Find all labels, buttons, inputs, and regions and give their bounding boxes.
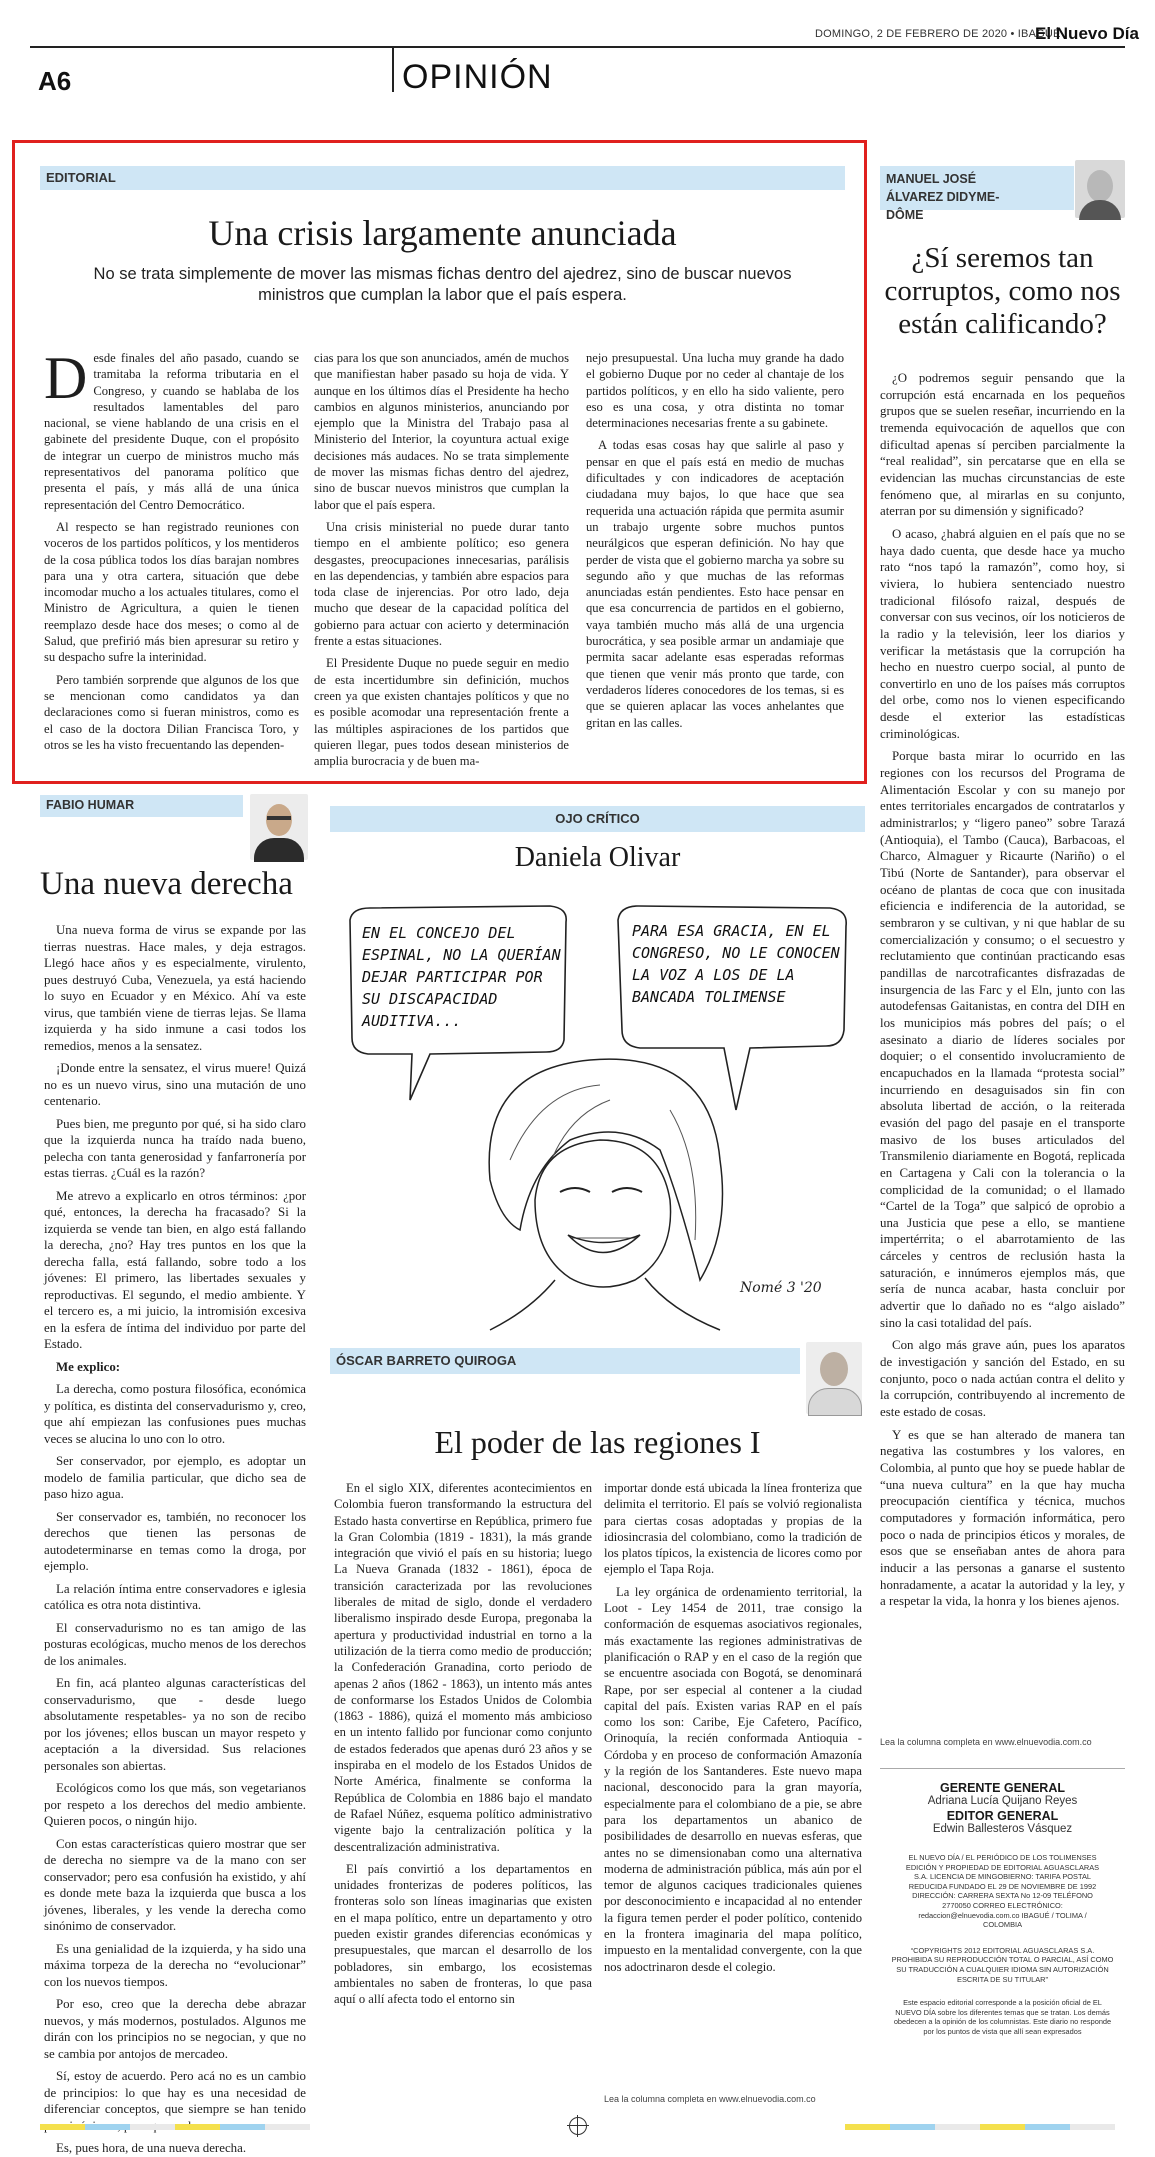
left-author-name: FABIO HUMAR: [46, 798, 135, 812]
registration-mark-h: [567, 2125, 589, 2126]
author-photo: [806, 1342, 862, 1414]
bubble-left-text: EN EL CONCEJO DEL ESPINAL, NO LA QUERÍAN DEJAR PARTICIPAR POR SU DISCAPACIDAD AUDITIVA...: [362, 924, 561, 1030]
editorial-paragraph: Una crisis ministerial no puede durar tanto tiempo en el ambiente político; eso genera desgastes, preocupaciones innecesarias, parálisis en las dependencias, y también abre espacios para toda clase de injerencias. Por otro lado, deja mucho que desear de la capacidad política del gobierno para actuar con acierto y determinación frente a estas situaciones.: [314, 519, 569, 649]
right-column-body: [880, 370, 1125, 1730]
editorial-title: Una crisis largamente anunciada: [208, 213, 677, 253]
caricature: [340, 900, 860, 1340]
editorial-label-bar: [40, 166, 845, 190]
editorial-column-1: [44, 345, 299, 770]
credits-legal-2: “COPYRIGHTS 2012 EDITORIAL AGUASCLARAS S.A. PROHIBIDA SU REPRODUCCIÓN TOTAL O PARCIAL, ASÍ COMO SU TRADUCCIÓN A CUALQUIER IDIOMA SIN AUTORIZACIÓN ESCRITA DE SU TITULAR”: [891, 1945, 1114, 1984]
bottom-author-name: ÓSCAR BARRETO QUIROGA: [336, 1353, 517, 1368]
bottom-author-bar: [330, 1348, 800, 1374]
author-shoulders: [1079, 200, 1121, 220]
left-column-title: Una nueva derecha: [40, 866, 293, 902]
right-paragraph: Y es que se han alterado de manera tan negativa las costumbres y los valores, en Colombia, al punto que hoy se puede hablar de “una nueva cultura” en la que hay mucha preocupación científica y técnica, muchos computadores y formación informática, pero poco o nada de principios éticos y morales, de esos que se enseñaban antes de ahora para inducir a las personas a ganarse el sustento honradamente, a acatar la autoridad y la ley, y a respetar la vida, la honra y los bienes ajenos.: [880, 1427, 1125, 1609]
credits-name-2: Edwin Ballesteros Vásquez: [932, 1823, 1073, 1835]
ojo-critico-bar: [330, 806, 865, 832]
bottom-paragraph: El país convirtió a los departamentos en unidades fronterizas de poderes políticos, las fronteras solo son líneas imaginarias que existen en el mapa político, entre un departamento y otro pueden existir grandes diferencias económicas y presupuestales, que marcan el desarrollo de los pobladores, sin embargo, los ecosistemas ambientales no saben de fronteras, lo que pasa aquí o allí afecta todo el entorno sin: [334, 1861, 592, 2007]
credits-legal-1: EL NUEVO DÍA / EL PERIÓDICO DE LOS TOLIMENSES EDICIÓN Y PROPIEDAD DE EDITORIAL AGUASCLARAS S.A. LICENCIA DE MINGOBIERNO: TARIFA POSTAL REDUCIDA FUNDADO EL 29 DE NOVIEMBRE DE 1992 DIRECCIÓN: CARRERA SEXTA No 12-09 TELÉFONO 2770050 CORREO ELECTRÓNICO: redaccion@elnuevodia.com.co IBAGUÉ / TOLIMA / COLOMBIA: [905, 1853, 1100, 1930]
left-paragraph: El conservadurismo no es tan amigo de las posturas ecológicas, mucho menos de los derechos de los animales.: [44, 1620, 306, 1668]
left-column-body: [44, 922, 306, 2155]
right-paragraph: ¿O podremos seguir pensando que la corrupción está encarnada en los pequeños grupos que se suelen reseñar, incurriendo en la tremenda equivocación de aquellos que con dificultad apenas sí perciben parcialmente la “real realidad”, sin percatarse que en ella se evidencian las muchas circunstancias de este fenómeno que, al mirarlas en su conjunto, aterran por su dimensión y significado?: [880, 371, 1125, 519]
author-photo: [1075, 160, 1125, 218]
cartoonist-name: Daniela Olivar: [514, 842, 681, 873]
editorial-paragraph: Al respecto se han registrado reuniones con voceros de los partidos políticos, y los mentideros de la cosa pública todos los días barajan nombres para una y otra cartera, situación que debe incomodar mucho a los actuales titulares, como el Ministro de Agricultura, a quien le tienen reemplazo desde hace dos meses; o como al de Salud, que prefirió más bien apresurar su retiro y su despacho sufre la interinidad.: [44, 519, 299, 665]
bottom-paragraph: La ley orgánica de ordenamiento territorial, la Loot - Ley 1454 de 2011, trae consigo la conformación de esquemas asociativos regionales, más exactamente las regiones administrativas de planificación o RAP y en el caso de la región que se encuentre asociada con Bogotá, se denominará Rape, por ser especial al contener a la ciudad capital del país. Existen varias RAP en el país como los son: Caribe, Eje Cafetero, Pacífico, Orinoquía, la recién conformada Antioquia - Córdoba y en proceso de conformación Amazonía y la región de los Santanderes. Este nuevo mapa nacional, desconocido para la gran mayoría, especialmente para el colombiano de a pie, se abre para los departamentos un abanico de posibilidades de desarrollo en nuevas esferas, que antes no se dimensionaban como una alternativa moderna de administración pública, más aún por el temor de algunos caciques tradicionales quienes por desconocimiento e incapacidad al no entender la figura temen perder el poder político, contenido en la frontera imaginaria del mapa político, impuesto en la mentalidad convergente, con la que nos adoctrinaron desde el colegio.: [604, 1584, 862, 1974]
author-shoulders: [254, 838, 304, 862]
left-paragraph: Pues bien, me pregunto por qué, si ha sido claro que la izquierda nunca ha traído nada bueno, pelecha con tanta generosidad y fanfarronería por estas tierras. ¿Cuál es la razón?: [44, 1116, 306, 1180]
editorial-paragraph: cias para los que son anunciados, amén de muchos que manifiestan haber pasado su hoja de vida. Y aunque en los últimos días el Presidente ha hecho cambios en algunos ministerios, anunciando por ejemplo que la Ministra del Trabajo pasa al Ministerio del Interior, la coyuntura actual exige decisiones más audaces. No se trata simplemente de mover las mismas fichas dentro del ajedrez, sino de buscar nuevos ministros que cumplan la labor que el país espera.: [314, 351, 569, 512]
top-rule: [30, 46, 1125, 48]
right-column-title: ¿Sí seremos tan corruptos, como nos están calificando?: [884, 242, 1121, 340]
right-paragraph: Con algo más grave aún, pues los aparatos de investigación y sanción del Estado, en su conjunto, poco o nada actúan contra el delito y la corrupción, contribuyendo al incremento de este estado de cosas.: [880, 1338, 1125, 1420]
editorial-paragraph: nejo presupuestal. Una lucha muy grande ha dado el gobierno Duque por no ceder al chantaje de los partidos políticos, y en ello ha sido valiente, pero eso es una cosa, y otra distinta no tomar determinaciones necesarias frente a su gabinete.: [586, 351, 844, 431]
author-face: [820, 1352, 848, 1386]
credits-name-1: Adriana Lucía Quijano Reyes: [927, 1795, 1078, 1807]
editorial-paragraph: El Presidente Duque no puede seguir en medio de esta incertidumbre sin definición, muchos creen ya que existen chantajes políticos y que no es posible acomodar una representación frente a las múltiples aspiraciones de los partidos que quieren llegar, pues todos desean ministerios de amplia burocracia y de buen ma-: [314, 656, 569, 769]
left-paragraph: Ser conservador, por ejemplo, es adoptar un modelo de familia particular, que dicho sea de paso hizo agua.: [44, 1454, 306, 1501]
left-paragraph: En fin, acá planteo algunas características del conservadurismo, que - desde luego absolutamente respetables- ya no son de recibo por los jóvenes; ellos buscan un mayor respeto y aceptación a la diversidad. Sus relaciones personales son abiertas.: [44, 1676, 306, 1773]
author-face: [266, 804, 292, 836]
editorial-column-3: [586, 350, 844, 770]
cartoonist-signature: Nomé 3 '20: [740, 1280, 822, 1296]
bottom-column-1: [334, 1480, 592, 2100]
right-footer-note: Lea la columna completa en www.elnuevodia.com.co: [880, 1737, 1092, 1747]
editorial-dropcap: D: [44, 345, 88, 411]
color-strip-left: [40, 2124, 310, 2130]
newspaper-logo: El Nuevo Día: [1035, 24, 1139, 43]
left-paragraph: Me atrevo a explicarlo en otros términos: ¿por qué, entonces, la derecha ha fracasado? Si la izquierda se vende tan bien, en algo está fallando la derecha, ¿no? Hay tres puntos en los que la derecha falla, está fallando, sobre todo a los jóvenes: El primero, las libertades sexuales y reproductivas. El segundo, el medio ambiente. Y el tercero es, a mi juicio, la intromisión excesiva en la esfera de íntima del individuo por parte del Estado.: [44, 1188, 306, 1351]
credits-role-2: EDITOR GENERAL: [946, 1809, 1059, 1823]
registration-mark-v: [577, 2115, 578, 2137]
left-paragraph: Es una genialidad de la izquierda, y ha sido una máxima torpeza de la derecha no “evolucionar” con los nuevos tiempos.: [44, 1941, 306, 1989]
left-paragraph: Con estas características quiero mostrar que ser de derecha no siempre va de la mano con ser conservador; pero esa confusión ha existido, y ahí es donde mete baza la izquierda que busca a los jóvenes, liberales, y les vende la derecha como sinónimo de conservador.: [44, 1836, 306, 1933]
registration-mark-icon: [569, 2117, 587, 2135]
bottom-paragraph: importar donde está ubicada la línea fronteriza que delimita el territorio. El país se volvió regionalista para ciertas cosas adoptadas y propias de la idiosincrasia del colombiano, como la tradición de los platos típicos, la existencia de licores como por ejemplo el Tapa Roja.: [604, 1481, 862, 1577]
left-paragraph: Ser conservador es, también, no reconocer los derechos que tienen las personas de autodeterminarse en temas como la droga, por ejemplo.: [44, 1509, 306, 1573]
left-paragraph: Me explico:: [56, 1359, 121, 1374]
left-paragraph: ¡Donde entre la sensatez, el virus muere! Quizá no es un nuevo virus, sino una mutación de uno centenario.: [44, 1061, 306, 1108]
author-glasses: [267, 816, 291, 820]
editorial-paragraph: Pero también sorprende que algunos de los que se mencionan como candidatos ya dan declaraciones como si fueran ministros, como es el caso de la doctora Dilian Francisca Toro, y otros se les ha visto frecuentando las dependen-: [44, 672, 299, 752]
left-paragraph: La derecha, como postura filosófica, económica y política, es distinta del conservadurismo y, creo, que ahí empiezan las confusiones pues muchas veces se alucina lo uno con lo otro.: [44, 1382, 306, 1446]
bubble-right-text: PARA ESA GRACIA, EN EL CONGRESO, NO LE CONOCEN LA VOZ A LOS DE LA BANCADA TOLIMENSE: [632, 922, 840, 1006]
bottom-column-title: El poder de las regiones I: [434, 1424, 761, 1460]
editorial-column-2: [314, 350, 569, 770]
editorial-subtitle: No se trata simplemente de mover las mismas fichas dentro del ajedrez, sino de buscar nuevos ministros que cumplan la labor que el país espera.: [93, 265, 792, 304]
author-photo: [250, 794, 308, 860]
credits-block: [880, 1768, 1125, 2119]
editorial-paragraph: esde finales del año pasado, cuando se tramitaba la reforma tributaria en el Congreso, y cuando se hablaba de los resultados lamentables del paro nacional, se viene hablando de una crisis en el gabinete del presidente Duque, con el propósito de integrar un cuerpo de ministros mucho más representativos del panorama político que presenta el país, y más allá de una única representación del Centro Democrático.: [44, 351, 299, 512]
page-number: A6: [38, 66, 72, 96]
section-divider: [392, 48, 394, 92]
color-strip-right: [845, 2124, 1115, 2130]
editorial-label: EDITORIAL: [46, 170, 116, 185]
right-paragraph: O acaso, ¿habrá alguien en el país que no se haya dado cuenta, que desde hace ya mucho rato “nos tapó la ramazón”, como hoy, si viviera, lo hubiera sentenciado nuestro tradicional filósofo raizal, después de conversar con sus vecinos, oír los noticieros de la radio y la televisión, leer los diarios y verificar la metástasis que la corrupción ha hecho en nuestro cuerpo social, al punto de convertirlo en uno de los países más corruptos del orbe, como nos lo vienen especificando desde el exterior las estadísticas criminológicas.: [880, 526, 1125, 741]
right-author-name: MANUEL JOSÉ ÁLVAREZ DIDYME-DÔME: [886, 172, 1000, 222]
author-face: [1087, 170, 1113, 202]
bottom-paragraph: En el siglo XIX, diferentes acontecimientos en Colombia fueron transformando la estructura del Estado hasta convertirse en República, primero fue la Gran Colombia (1819 - 1831), la más grande integración que vivió el país en su historia; luego La Nueva Granada (1832 - 1861), época de transición caracterizada por las revoluciones liberales de mitad de siglo, donde el verdadero liberalismo inspirado desde Europa, pregonaba la apertura y productividad industrial en torno a la utilización de la tierra como medio de producción; la Confederación Granadina, corto periodo de apenas 2 años (1862 - 1863), un intento más antes de conformarse los Estados Unidos de Colombia (1863 - 1886), quizá el momento más ambicioso en un intento fallido por funcionar como conjunto de estados federados que apenas duró 23 años y se inspiraba en el modelo de los Estados Unidos de Norte América, finalmente se conforma la República de Colombia en 1886 bajo el mandato de Rafael Núñez, esquema político administrativo vigente bajo la centralización política y la descentralización administrativa.: [334, 1481, 592, 1854]
credits-role-1: GERENTE GENERAL: [939, 1781, 1065, 1795]
left-paragraph: La relación íntima entre conservadores e iglesia católica es otra nota distintiva.: [44, 1581, 306, 1612]
date-line: DOMINGO, 2 DE FEBRERO DE 2020 • IBAGUÉ: [815, 28, 1061, 40]
editorial-paragraph: A todas esas cosas hay que salirle al paso y pensar en que el país está en medio de muchas dificultades y con indicadores de aceptación ciudadana muy bajos, lo que hace que sea requerida una actuación rápida que permita asumir un trabajo urgente sobre muchos puntos neurálgicos que esperan definición. No hay que perder de vista que el gobierno marcha ya sobre su segundo año y que muchas de las reformas anunciadas están pendientes. Esto hace pensar en que esa concurrencia de partidos en el gobierno, vaya también mucho más allá de una urgencia burocrática, y sea posible armar un andamiaje que permita sacar adelante esas esperadas reformas que tienen que venir más pronto que tarde, con verdaderos líderes conocedores de los temas, si es que se quieren aplacar las voces anhelantes que gritan en las calles.: [586, 438, 844, 730]
section-title: OPINIÓN: [402, 58, 553, 96]
bottom-footer-note: Lea la columna completa en www.elnuevodia.com.co: [604, 2094, 816, 2104]
right-author-bar: [880, 166, 1074, 222]
left-paragraph: Por eso, creo que la derecha debe abrazar nuevos, y más modernos, postulados. Algunos me dirán con los principios no se negocian, y que no se cambia por antojos de mercadeo.: [44, 1997, 306, 2061]
left-paragraph: Ecológicos como los que más, son vegetarianos por respeto a los derechos del medio ambiente. Quieren pocos, o ningún hijo.: [44, 1781, 306, 1828]
right-paragraph: Porque basta mirar lo ocurrido en las regiones con los recursos del Programa de Alimentación Escolar y con su manejo por entes territoriales encargados de contratarlos y administrarlos; y “ligero paneo” sobre Tarazá (Antioquia), el Tambo (Cauca), Barbacoas, el Charco, Almaguer y Ricaurte (Nariño) o el Tibú (Norte de Santander), para observar el océano de plantas de coca que con inusitada eficiencia e indiferencia de la autoridad, se sembraron y se cultivan, y ni que hablar de su comercialización y consumo; o el secuestro y reclutamiento que continúan practicando esas pandillas de narcotraficantes disfrazadas de insurgencia de las Farc y el Eln, junto con las autodefensas Gaitanistas, en contra del DIH en los municipios más pobres del país; o el asesinato a diario de líderes sociales por doquier; o el consentido involucramiento de encapuchados en la llamada “protesta social” incurriendo en desaguisados sin fin con absoluta libertad de acción, o la reiterada evasión del pago del pasaje en el transporte masivo de los buses articulados del Transmilenio diariamente en Bogotá, replicada en Cartagena y Cali con la tolerancia o la complicidad de la comunidad; o el llamado “Cartel de la Toga” que salpicó de oprobio a una Justicia que pese a ello, se mantiene impertérrita; o el abarrotamiento de las cárceles y centros de reclusión hasta la saturación, e innúmeros ejemplos más, que sería de nunca acabar, hasta concluir por advertir que lo dañado no es “algo aislado” sino la casi totalidad del país.: [880, 749, 1125, 1330]
credits-legal-3: Este espacio editorial corresponde a la posición oficial de EL NUEVO DÍA sobre los diferentes temas que se tratan. Los demás obedecen a la opinión de los columnistas. Este diario no responde por los puntos de vista que allí sean expresados: [893, 1998, 1112, 2036]
author-shoulders: [808, 1388, 862, 1416]
left-paragraph: Es, pues hora, de una nueva derecha.: [56, 2141, 247, 2155]
left-paragraph: Una nueva forma de virus se expande por las tierras nuestras. Hace males, y deja estragos. Llegó hace años y es especialmente, virulento, pues destruyó Cuba, Venezuela, ya está haciendo lo suyo en Ecuador y en México. Ahí va este virus, que también viene de tierras lejas. Se llama izquierda y ha sido inmune a casi todos los remedios, menos a la sensatez.: [44, 923, 306, 1053]
left-paragraph: Sí, estoy de acuerdo. Pero acá no es un cambio de principios: lo que hay es una necesidad de diferenciar conceptos, que siempre se han tenido: [44, 2069, 306, 2116]
bottom-column-2: [604, 1480, 862, 2090]
left-author-bar: [40, 795, 243, 817]
ojo-critico-label: OJO CRÍTICO: [555, 811, 640, 826]
header: [0, 0, 1155, 100]
